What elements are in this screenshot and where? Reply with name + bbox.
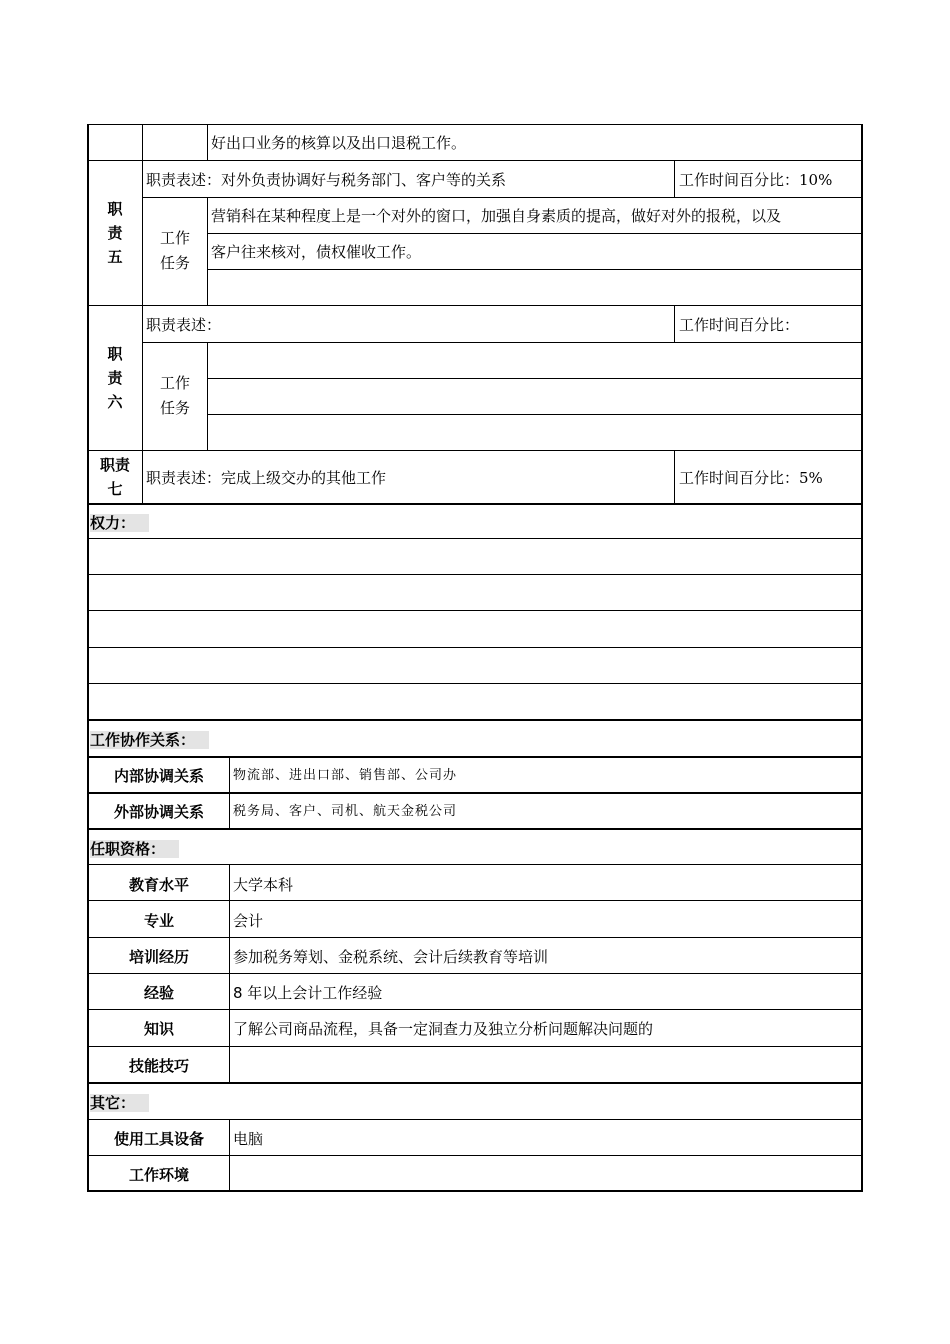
qualification-label-major: 专业 <box>143 912 174 930</box>
qualification-value-major: 会计 <box>233 912 264 930</box>
qualification-title-text: 任职资格： <box>90 840 179 858</box>
row-line <box>87 1046 863 1047</box>
qualification-value-training: 参加税务筹划、金税系统、会计后续教育等培训 <box>233 948 549 966</box>
row-line <box>87 647 863 648</box>
row-line <box>207 378 863 379</box>
col-divider-qual <box>229 864 230 1082</box>
duty5-percent: 工作时间百分比：10% <box>679 171 833 189</box>
duty7-label: 职责 七 <box>99 456 130 498</box>
qualification-label-knowledge: 知识 <box>143 1020 174 1038</box>
row-line <box>207 233 863 234</box>
internal-coordination-label: 内部协调关系 <box>113 767 204 785</box>
row-line <box>207 269 863 270</box>
row-line <box>87 937 863 938</box>
row-line <box>207 414 863 415</box>
col-divider-2b <box>207 197 208 305</box>
section-line <box>87 828 863 830</box>
col-divider-percent-5 <box>674 160 675 197</box>
qualification-section-title <box>90 840 179 858</box>
row-line <box>142 342 863 343</box>
qualification-label-experience: 经验 <box>143 984 174 1002</box>
internal-coordination-value: 物流部、进出口部、销售部、公司办 <box>233 768 458 783</box>
qualification-label-training: 培训经历 <box>128 948 189 966</box>
col-divider-coop <box>229 757 230 828</box>
row-line <box>87 450 863 451</box>
power-title-text: 权力： <box>90 514 149 532</box>
duty5-task-line-1: 营销科在某种程度上是一个对外的窗口，加强自身素质的提高，做好对外的报税，以及 <box>211 207 782 225</box>
top-row-text: 好出口业务的核算以及出口退税工作。 <box>211 134 467 152</box>
row-line <box>87 538 863 539</box>
other-label-tools: 使用工具设备 <box>113 1130 204 1148</box>
other-title-text: 其它： <box>90 1094 149 1112</box>
cooperation-section-title <box>90 731 209 749</box>
row-line <box>87 864 863 865</box>
external-coordination-value: 税务局、客户、司机、航天金税公司 <box>233 804 458 819</box>
duty6-label: 职 责 六 <box>107 345 123 411</box>
duty6-task-label: 工作 任务 <box>159 374 190 417</box>
qualification-label-skills: 技能技巧 <box>128 1057 189 1075</box>
duty5-description: 职责表述：对外负责协调好与税务部门、客户等的关系 <box>146 171 507 189</box>
row-line <box>87 1155 863 1156</box>
row-line <box>87 792 863 794</box>
col-divider-other <box>229 1119 230 1190</box>
table-bottom-border <box>87 1190 863 1192</box>
col-divider-percent-6 <box>674 305 675 342</box>
power-section-title <box>90 514 149 532</box>
row-line <box>87 973 863 974</box>
row-line <box>87 756 863 758</box>
qualification-value-knowledge: 了解公司商品流程，具备一定洞查力及独立分析问题解决问题的 <box>233 1020 654 1038</box>
row-line <box>87 683 863 684</box>
row-line <box>87 610 863 611</box>
qualification-value-education: 大学本科 <box>233 876 294 894</box>
duty5-label: 职 责 五 <box>107 200 123 266</box>
row-line <box>142 197 863 198</box>
duty7-percent: 工作时间百分比：5% <box>679 469 823 487</box>
cooperation-title-text: 工作协作关系： <box>90 731 209 749</box>
row-line <box>87 160 863 161</box>
external-coordination-label: 外部协调关系 <box>113 803 204 821</box>
duty7-description: 职责表述：完成上级交办的其他工作 <box>146 469 387 487</box>
other-section-title <box>90 1094 149 1112</box>
col-divider-1 <box>142 124 143 504</box>
col-divider-2a <box>207 124 208 160</box>
duty6-percent: 工作时间百分比： <box>679 316 800 334</box>
section-line <box>87 719 863 721</box>
row-line <box>87 305 863 306</box>
section-line <box>87 503 863 505</box>
outer-right-border <box>861 124 863 1192</box>
duty6-description: 职责表述： <box>146 316 222 334</box>
row-line <box>87 900 863 901</box>
other-label-environment: 工作环境 <box>128 1166 189 1184</box>
table-top-border <box>87 124 863 125</box>
row-line <box>87 1119 863 1120</box>
row-line <box>87 574 863 575</box>
qualification-label-education: 教育水平 <box>128 876 189 894</box>
section-line <box>87 1082 863 1084</box>
row-line <box>87 1009 863 1010</box>
col-divider-percent-7 <box>674 450 675 504</box>
other-value-tools: 电脑 <box>233 1130 264 1148</box>
duty5-task-line-2: 客户往来核对，债权催收工作。 <box>211 243 422 261</box>
col-divider-2c <box>207 342 208 450</box>
duty5-task-label: 工作 任务 <box>159 229 190 272</box>
qualification-value-experience: 8 年以上会计工作经验 <box>233 984 383 1002</box>
